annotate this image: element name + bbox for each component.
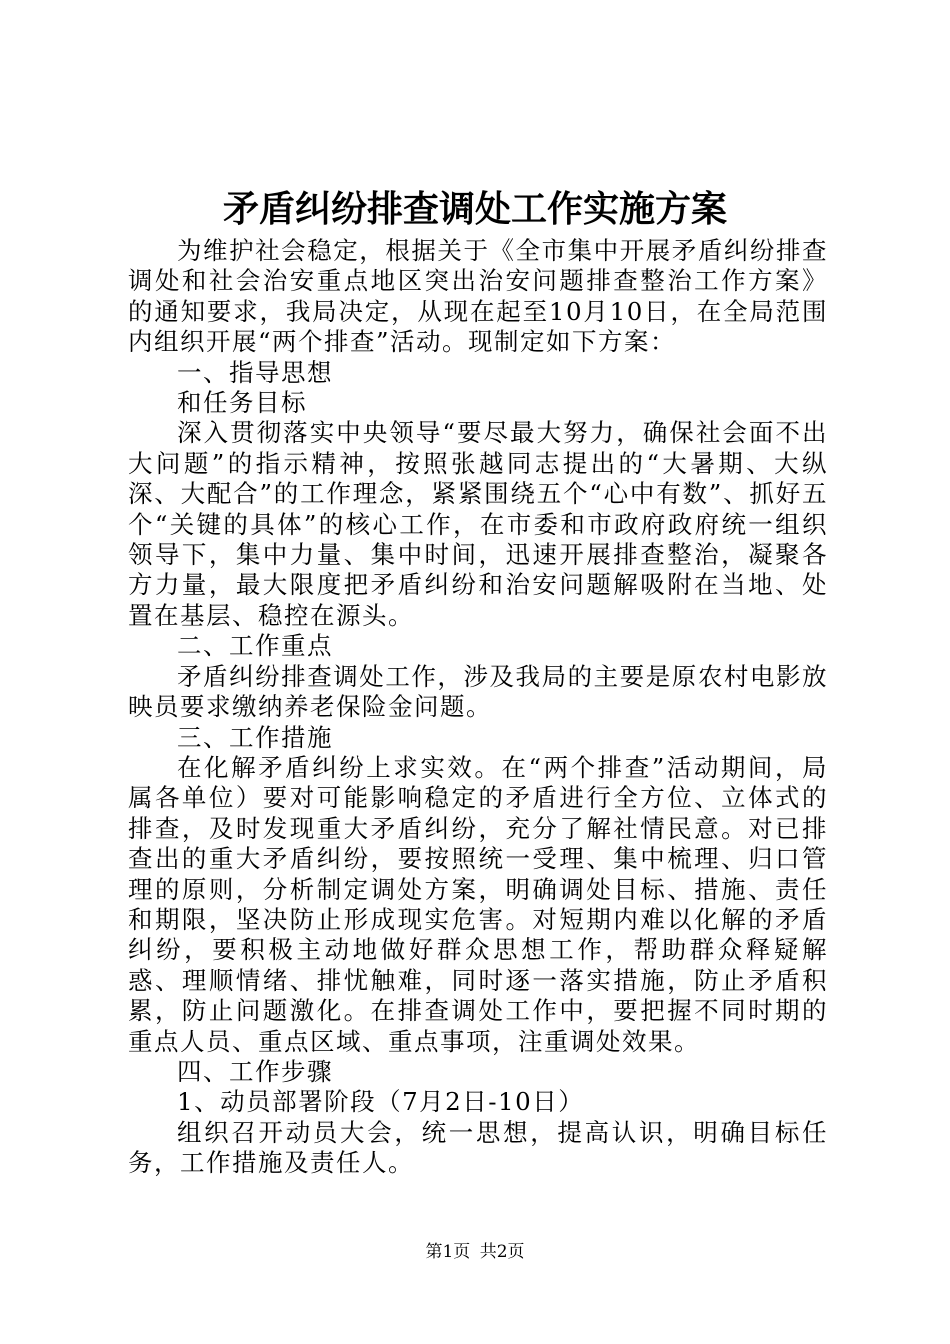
heading-work-steps: 四、工作步骤 <box>177 1056 333 1086</box>
document-body <box>128 236 828 1179</box>
heading-guiding-ideology: 一、指导思想 <box>177 357 333 387</box>
heading-work-measures: 三、工作措施 <box>177 722 333 752</box>
heading-mobilization-stage: 1、动员部署阶段（7月2日-10日） <box>177 1087 585 1117</box>
paragraph-intro: 为维护社会稳定，根据关于《全市集中开展矛盾纠纷排查调处和社会治安重点地区突出治安问题排查整治工作方案》的通知要求，我局决定，从现在起至10月10日，在全局范围内组织开展“两个排查”活动。现制定如下方案： <box>128 236 828 357</box>
page-number-footer: 第1页 共2页 <box>425 1242 525 1262</box>
paragraph-work-measures: 在化解矛盾纠纷上求实效。在“两个排查”活动期间，局属各单位）要对可能影响稳定的矛盾进行全方位、立体式的排查，及时发现重大矛盾纠纷，充分了解社情民意。对已排查出的重大矛盾纠纷，要按照统一受理、集中梳理、归口管理的原则，分析制定调处方案，明确调处目标、措施、责任和期限，坚决防止形成现实危害。对短期内难以化解的矛盾纠纷，要积极主动地做好群众思想工作，帮助群众释疑解惑、理顺情绪、排忧触难，同时逐一落实措施，防止矛盾积累，防止问题激化。在排查调处工作中，要把握不同时期的重点人员、重点区域、重点事项，注重调处效果。 <box>128 752 828 1056</box>
paragraph-mobilization-stage: 组织召开动员大会，统一思想，提高认识，明确目标任务，工作措施及责任人。 <box>128 1117 828 1178</box>
paragraph-guiding-ideology: 深入贯彻落实中央领导“要尽最大努力，确保社会面不出大问题”的指示精神，按照张越同志提出的“大暑期、大纵深、大配合”的工作理念，紧紧围绕五个“心中有数”、抓好五个“关键的具体”的核心工作，在市委和市政府政府统一组织领导下，集中力量、集中时间，迅速开展排查整治，凝聚各方力量，最大限度把矛盾纠纷和治安问题解吸附在当地、处置在基层、稳控在源头。 <box>128 418 828 630</box>
heading-task-objectives: 和任务目标 <box>177 388 307 418</box>
heading-work-focus: 二、工作重点 <box>177 631 333 661</box>
paragraph-work-focus: 矛盾纠纷排查调处工作，涉及我局的主要是原农村电影放映员要求缴纳养老保险金问题。 <box>128 661 828 722</box>
document-title: 矛盾纠纷排查调处工作实施方案 <box>222 188 727 230</box>
